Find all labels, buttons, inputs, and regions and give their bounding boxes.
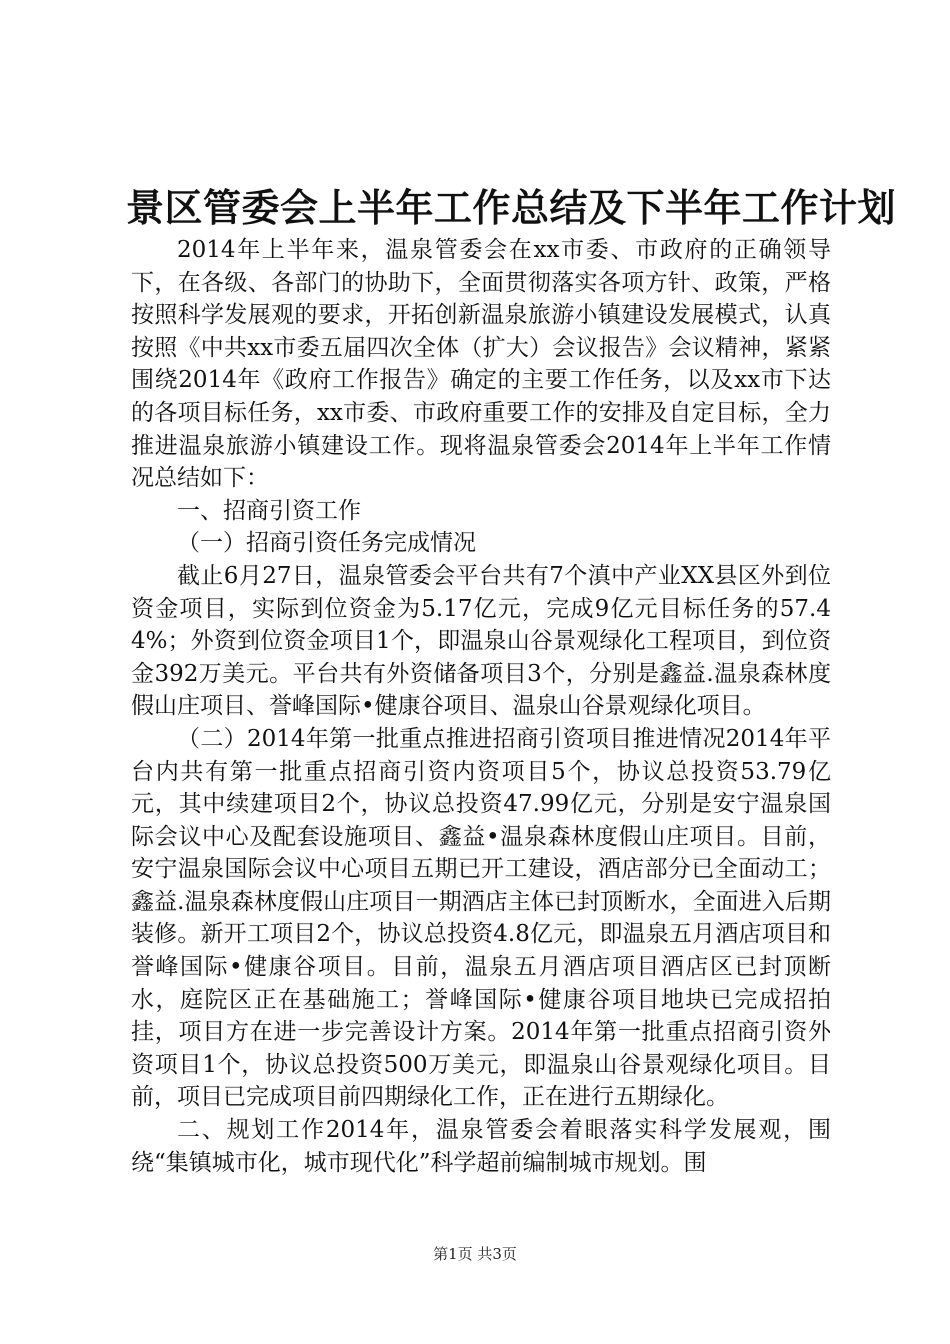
investment-status-paragraph: 截止6月27日，温泉管委会平台共有7个滇中产业XX县区外到位资金项目，实际到位资金为5.17亿元，完成9亿元目标任务的57.44%；外资到位资金项目1个，即温泉山谷景观绿化工程项目，到位资金392万美元。平台共有外资储备项目3个，分别是鑫益.温泉森林度假山庄项目、誉峰国际•健康谷项目、温泉山谷景观绿化项目。 xyxy=(131,562,831,720)
intro-paragraph: 2014年上半年来，温泉管委会在xx市委、市政府的正确领导下，在各级、各部门的协助下，全面贯彻落实各项方针、政策，严格按照科学发展观的要求，开拓创新温泉旅游小镇建设发展模式，认真按照《中共xx市委五届四次全体（扩大）会议报告》会议精神，紧紧围绕2014年《政府工作报告》确定的主要工作任务，以及xx市下达的各项目标任务，xx市委、市政府重要工作的安排及自定目标，全力推进温泉旅游小镇建设工作。现将温泉管委会2014年上半年工作情况总结如下： xyxy=(131,237,831,492)
page-number-footer: 第1页 共3页 xyxy=(433,1245,517,1263)
document-body xyxy=(131,234,831,1179)
subsection-heading-task-completion: （一）招商引资任务完成情况 xyxy=(177,530,476,557)
document-title: 景区管委会上半年工作总结及下半年工作计划 xyxy=(126,186,897,230)
key-projects-paragraph: （二）2014年第一批重点推进招商引资项目推进情况2014年平台内共有第一批重点招商引资内资项目5个，协议总投资53.79亿元，其中续建项目2个，协议总投资47.99亿元，分别是安宁温泉国际会议中心及配套设施项目、鑫益•温泉森林度假山庄项目。目前，安宁温泉国际会议中心项目五期已开工建设，酒店部分已全面动工；鑫益.温泉森林度假山庄项目一期酒店主体已封顶断水，全面进入后期装修。新开工项目2个，协议总投资4.8亿元，即温泉五月酒店项目和誉峰国际•健康谷项目。目前，温泉五月酒店项目酒店区已封顶断水，庭院区正在基础施工；誉峰国际•健康谷项目地块已完成招拍挂，项目方在进一步完善设计方案。2014年第一批重点招商引资外资项目1个，协议总投资500万美元，即温泉山谷景观绿化项目。目前，项目已完成项目前四期绿化工作，正在进行五期绿化。 xyxy=(131,725,831,1111)
planning-paragraph: 二、规划工作2014年，温泉管委会着眼落实科学发展观，围绕“集镇城市化，城市现代化”科学超前编制城市规划。围 xyxy=(131,1117,831,1176)
section-heading-investment: 一、招商引资工作 xyxy=(177,497,361,524)
